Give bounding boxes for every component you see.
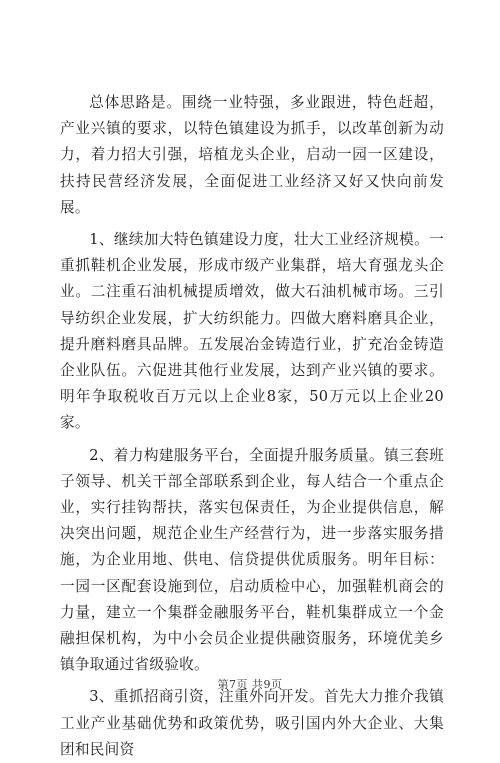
document-body (60, 90, 444, 763)
paragraph-overall-approach: 总体思路是。围绕一业特强，多业跟进，特色赶超，产业兴镇的要求，以特色镇建设为抓手，以改革创新为动力，着力招大引强，培植龙头企业，启动一园一区建设，扶持民营经济发展，全面促进工业经济又好又快向前发展。 (60, 94, 444, 216)
paragraph-point-2: 2、着力构建服务平台，全面提升服务质量。镇三套班子领导、机关干部全部联系到企业，每人结合一个重点企业，实行挂钩帮扶，落实包保责任，为企业提供信息，解决突出问题，规范企业生产经营行为，进一步落实服务措施，为企业用地、供电、信贷提供优质服务。明年目标：一园一区配套设施到位，启动质检中心，加强鞋机商会的力量，建立一个集群金融服务平台，鞋机集群成立一个金融担保机构，为中小会员企业提供融资服务，环境优美乡镇争取通过省级验收。 (60, 446, 444, 674)
paragraph-point-1: 1、继续加大特色镇建设力度，壮大工业经济规模。一重抓鞋机企业发展，形成市级产业集群，培大育强龙头企业。二注重石油机械提质增效，做大石油机械市场。三引导纺织企业发展，扩大纺织能力。四做大磨料磨具企业，提升磨料磨具品牌。五发展冶金铸造行业，扩充冶金铸造企业队伍。六促进其他行业发展，达到产业兴镇的要求。明年争取税收百万元以上企业8家，50万元以上企业20家。 (60, 231, 444, 432)
page-number-footer: 第7页 共9页 (217, 678, 283, 691)
paragraph-point-3: 3、重抓招商引资，注重外向开发。首先大力推介我镇工业产业基础优势和政策优势，吸引国内外大企业、大集团和民间资 (60, 688, 444, 758)
